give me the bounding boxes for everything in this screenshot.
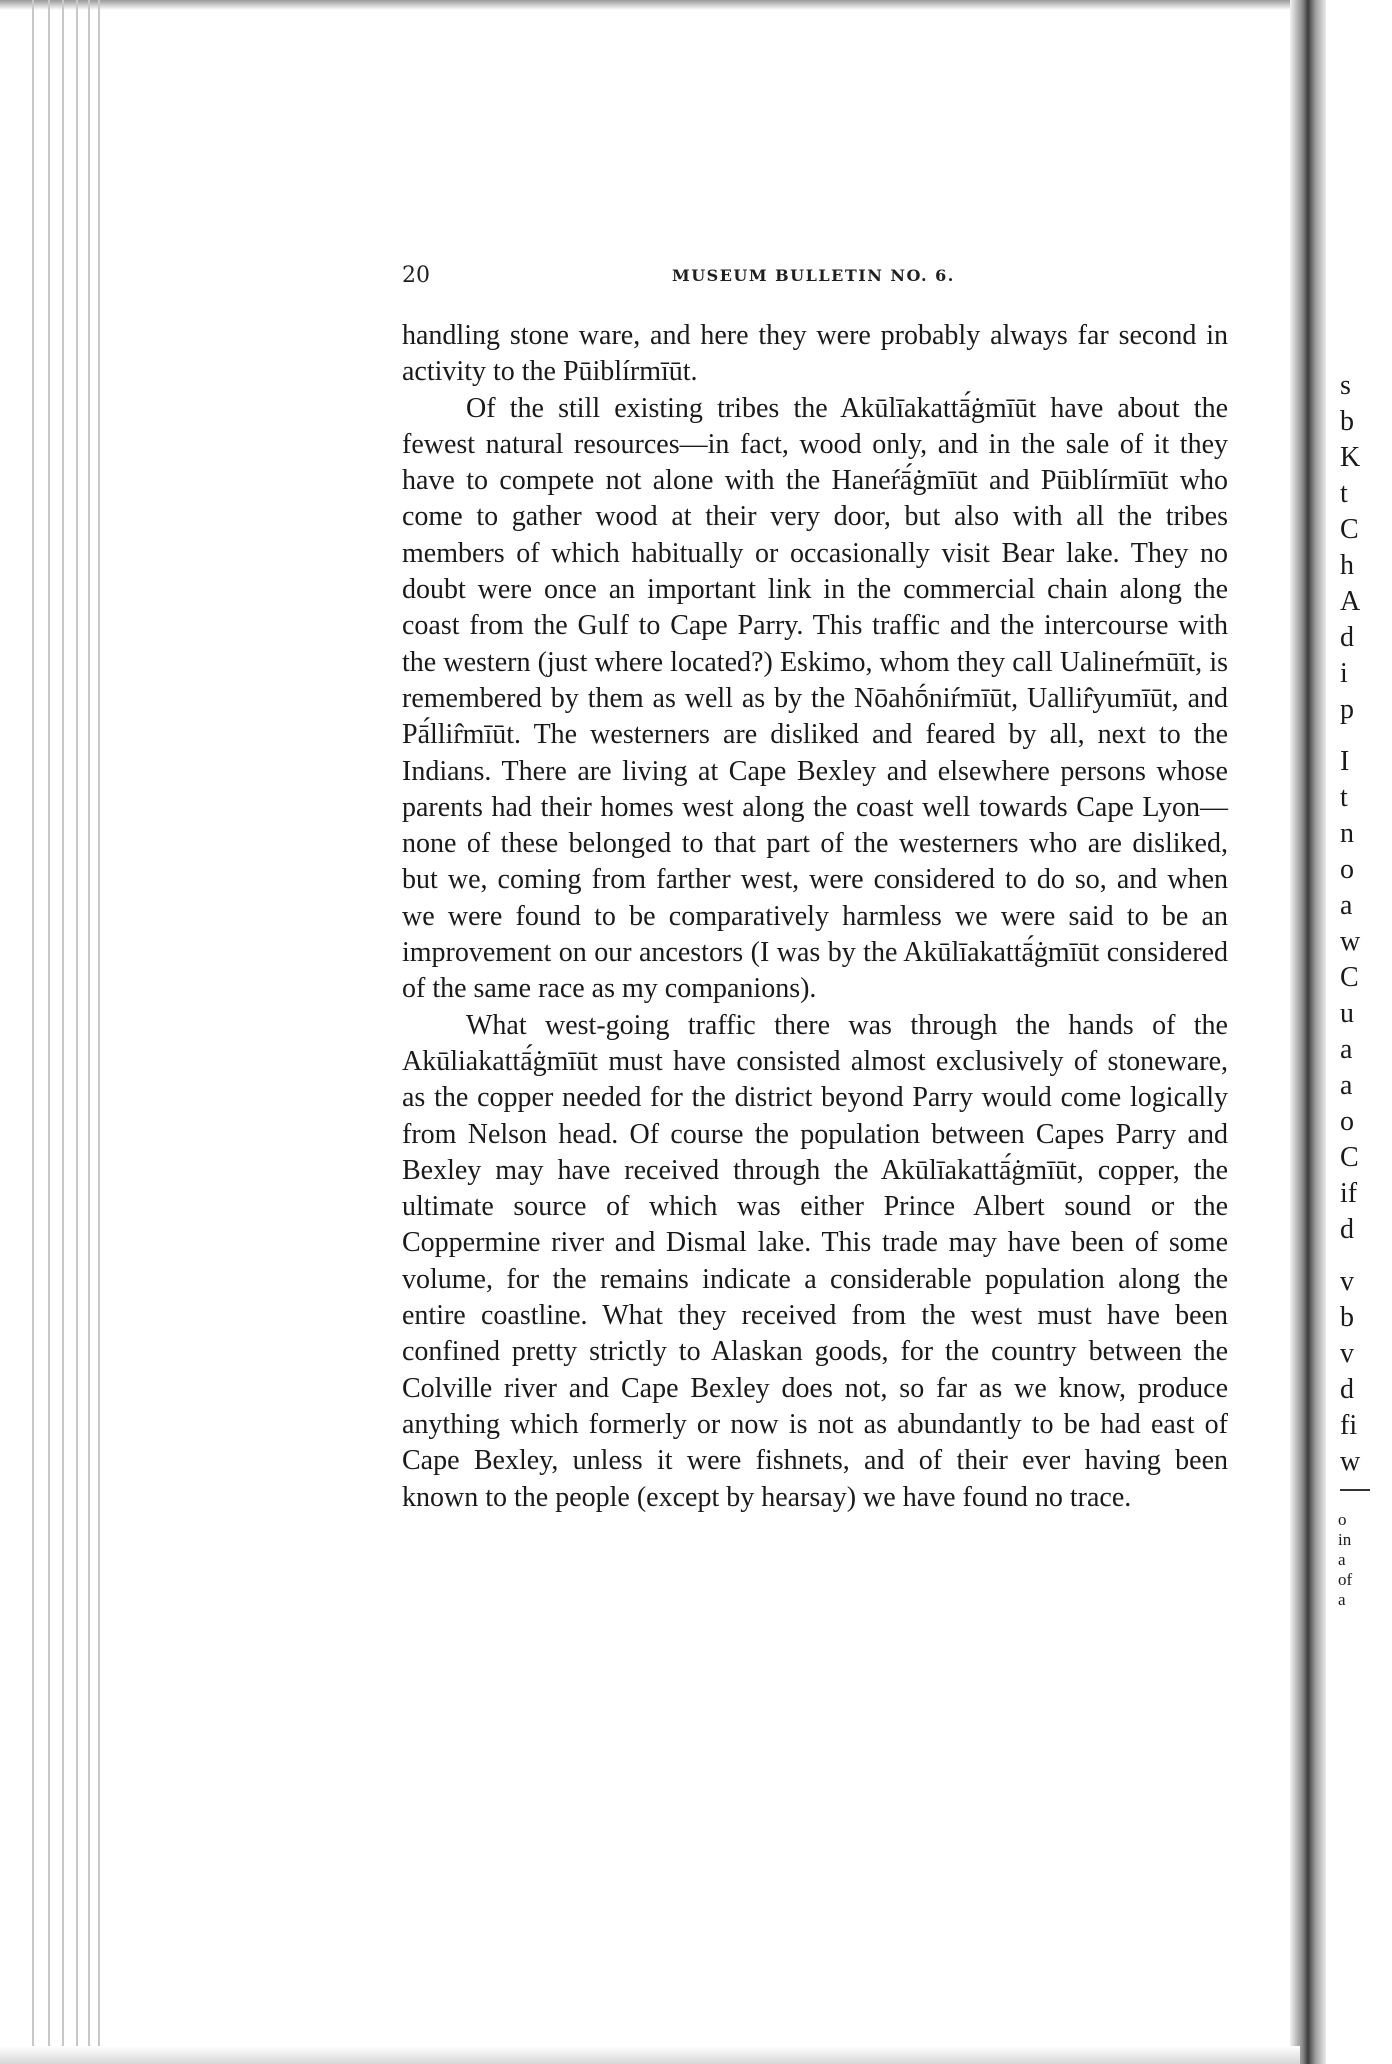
page-edge-line [48,0,50,2064]
paragraph-3: What west-going traffic there was through the hands of the Akūliakattā́ġmīūt must have consisted almost exclusively of stoneware, as the copper needed for the district beyond Parry would come logically from Nelson head. Of course the population between Capes Parry and Bexley may have received through the Akūlīakattā́ġmīūt, copper, the ultimate source of which was either Prince Albert sound or the Coppermine river and Dismal lake. This trade may have been of some volume, for the remains indicate a considerable population along the entire coastline. What they received from the west must have been confined pretty strictly to Alaskan goods, for the country between the Colville river and Cape Bexley does not, so far as we know, produce anything which formerly or now is not as abundantly to be had east of Cape Bexley, unless it were fishnets, and of their ever having been known to the people (except by hearsay) we have found no trace. [402,1009,1228,1513]
next-page-letter: n [1340,818,1354,849]
next-page-letter: u [1340,998,1354,1029]
next-page-letter: I [1340,746,1350,777]
next-page-letter: w [1340,1446,1361,1477]
next-page-letter: s [1340,370,1351,401]
next-page-letter: o [1340,1106,1354,1137]
next-page-footnote-letter: a [1338,1590,1346,1609]
page-edge-line [88,0,90,2064]
next-page-letter: v [1340,1338,1354,1369]
next-page-letter: C [1340,514,1359,545]
next-page-footnote-letter: a [1338,1550,1346,1569]
next-page-letter: t [1340,478,1348,509]
page-edge-line [62,0,64,2064]
next-page-letter: a [1340,1034,1353,1065]
next-page-letter: K [1340,442,1361,473]
next-page-letter: C [1340,962,1359,993]
paragraph-1: handling stone ware, and here they were probably always far second in activity to the Pūiblírmīūt. [402,320,1228,388]
paragraph-2: Of the still existing tribes the Akūlīakattā́ġmīūt have about the fewest natural resources—in fact, wood only, and in the sale of it they have to compete not alone with the Haneŕā́ġmīūt and Pūiblírmīūt who come to gather wood at their very door, but also with all the tribes members of which habitually or occasionally visit Bear lake. They no doubt were once an important link in the commercial chain along the coast from the Gulf to Cape Parry. This traffic and the intercourse with the western (just where located?) Eskimo, whom they call Ualineŕmūīt, is remembered by them as well as by the Nōahṓniŕmīūt, Uallir̂yumīūt, and Pā́llir̂mīūt. The westerners are disliked and feared by all, next to the Indians. There are living at Cape Bexley and elsewhere persons whose parents had their homes west along the coast well towards Cape Lyon—none of these belonged to that part of the westerners who are disliked, but we, coming from farther west, were considered to do so, and when we were found to be comparatively harmless we were said to be an improvement on our ancestors (I was by the Akūlīakattā́ġmīūt considered of the same race as my companions). [402,392,1228,1005]
next-page-letter: A [1340,586,1361,617]
next-page-footnote-letter: in [1338,1530,1352,1549]
next-page-letter: h [1340,550,1354,581]
next-page-footnote-letter: of [1338,1570,1353,1589]
next-page-letter: b [1340,406,1354,437]
running-head-title: MUSEUM BULLETIN NO. 6. [672,266,955,285]
next-page-letter: if [1340,1178,1358,1209]
next-page-footnote-letter: o [1338,1510,1347,1529]
next-page-letter: a [1340,1070,1353,1101]
next-page-letter: d [1340,1374,1354,1405]
next-page-fragment [1326,0,1392,2064]
book-gutter [1290,0,1326,2064]
footnote-rule [1340,1489,1370,1491]
next-page-letter: o [1340,854,1354,885]
next-page-letter: v [1340,1266,1354,1297]
next-page-letter: b [1340,1302,1354,1333]
next-page-letter: fi [1340,1410,1358,1441]
next-page-letter: a [1340,890,1353,921]
top-edge-shadow [0,0,1300,10]
body-text [402,318,1228,1516]
next-page-letter: C [1340,1142,1359,1173]
bottom-edge-shadow [0,2046,1300,2064]
next-page-letter: d [1340,622,1354,653]
page-edge-line [76,0,78,2064]
next-page-letter: t [1340,782,1348,813]
running-head [402,263,1222,297]
next-page-letter: i [1340,658,1348,689]
next-page-letter: w [1340,926,1361,957]
next-page-letter: d [1340,1214,1354,1245]
next-page-letter: p [1340,694,1354,725]
page-number: 20 [402,263,430,288]
page-edge-line [32,0,34,2064]
